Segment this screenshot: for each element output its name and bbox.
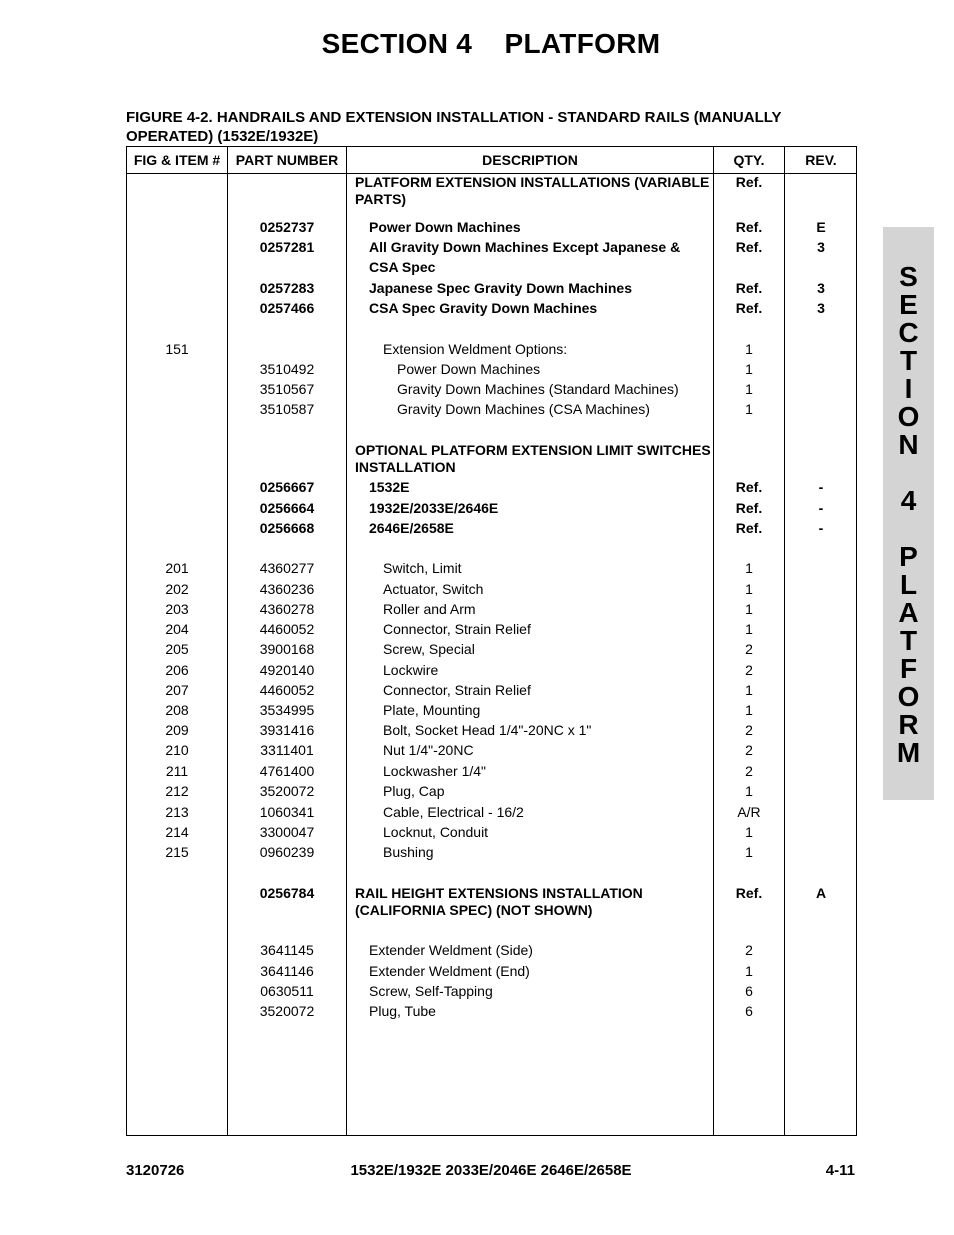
part-number-cell: 3311401 [260, 742, 314, 758]
rev-cell: E [816, 219, 826, 235]
description-cell: Gravity Down Machines (Standard Machines) [397, 381, 679, 397]
part-number-cell: 3510587 [259, 401, 315, 417]
description-cell: Actuator, Switch [383, 581, 484, 597]
qty-cell: 1 [745, 341, 753, 357]
qty-cell: 1 [745, 682, 753, 698]
qty-cell: 1 [745, 621, 753, 637]
fig-item-cell: 209 [165, 722, 189, 738]
description-cell: OPTIONAL PLATFORM EXTENSION LIMIT SWITCHES INSTALLATION [355, 442, 711, 475]
part-number-cell: 4920140 [259, 662, 315, 678]
rev-cell: 3 [817, 280, 825, 296]
description-cell: Extender Weldment (Side) [369, 942, 533, 958]
qty-cell: 1 [745, 844, 753, 860]
qty-cell: 1 [745, 381, 753, 397]
description-cell: Roller and Arm [383, 601, 476, 617]
part-number-cell: 0257283 [259, 280, 315, 296]
side-tab-letter: N [898, 429, 919, 460]
qty-cell: Ref. [735, 500, 763, 516]
part-number-cell: 4460052 [259, 621, 315, 637]
fig-item-cell: 204 [165, 621, 189, 637]
qty-cell: 2 [745, 763, 753, 779]
column-header-rev: REV. [805, 152, 837, 168]
qty-cell: A/R [737, 804, 761, 820]
fig-item-cell: 205 [165, 641, 189, 657]
qty-cell: Ref. [735, 520, 763, 536]
qty-cell: 1 [745, 361, 753, 377]
part-number-cell: 0256668 [259, 520, 315, 536]
fig-item-cell: 215 [165, 844, 189, 860]
rev-cell: A [815, 885, 827, 901]
qty-cell: 2 [745, 662, 753, 678]
description-cell: CSA Spec [369, 259, 436, 275]
side-tab-letter: I [904, 373, 913, 404]
description-cell: Extension Weldment Options: [383, 341, 568, 357]
qty-cell: 2 [745, 641, 753, 657]
side-tab-letter: E [899, 289, 918, 320]
side-tab-letter: T [899, 625, 918, 656]
description-cell: Power Down Machines [397, 361, 541, 377]
side-tab-letter: L [899, 569, 918, 600]
description-cell: Gravity Down Machines (CSA Machines) [397, 401, 650, 417]
side-tab-letter: M [896, 737, 921, 768]
side-tab-letter: 4 [900, 485, 917, 516]
qty-cell: Ref. [735, 174, 763, 190]
description-cell: 2646E/2658E [369, 520, 454, 536]
column-header-description: DESCRIPTION [482, 152, 578, 168]
qty-cell: 1 [745, 963, 753, 979]
part-number-cell: 3641146 [260, 963, 314, 979]
fig-item-cell: 212 [165, 783, 189, 799]
qty-cell: 2 [745, 742, 753, 758]
qty-cell: 1 [745, 401, 753, 417]
part-number-cell: 3641145 [260, 942, 314, 958]
part-number-cell: 3534995 [259, 702, 315, 718]
side-tab-letter: S [899, 261, 918, 292]
part-number-cell: 4360236 [259, 581, 315, 597]
fig-item-cell: 202 [165, 581, 189, 597]
description-cell: Screw, Self-Tapping [369, 983, 493, 999]
qty-cell: Ref. [735, 280, 763, 296]
qty-cell: 1 [745, 581, 753, 597]
section-title: SECTION 4 PLATFORM [321, 28, 661, 59]
part-number-cell: 1060341 [259, 804, 315, 820]
part-number-cell: 3510492 [259, 361, 315, 377]
description-cell: Power Down Machines [369, 219, 521, 235]
description-cell: Screw, Special [383, 641, 475, 657]
rev-cell: 3 [817, 239, 825, 255]
part-number-cell: 3900168 [259, 641, 315, 657]
side-tab-letter: O [897, 401, 920, 432]
part-number-cell: 3520072 [259, 1003, 315, 1019]
description-cell: Nut 1/4"-20NC [383, 742, 474, 758]
qty-cell: 6 [745, 983, 753, 999]
qty-cell: Ref. [735, 219, 763, 235]
description-cell: Extender Weldment (End) [369, 963, 530, 979]
section-side-tab [883, 227, 934, 800]
part-number-cell: 0960239 [259, 844, 315, 860]
description-cell: CSA Spec Gravity Down Machines [369, 300, 598, 316]
side-tab-letter: O [897, 681, 920, 712]
qty-cell: 1 [745, 560, 753, 576]
part-number-cell: 4460052 [259, 682, 315, 698]
qty-cell: Ref. [735, 239, 763, 255]
rev-cell: 3 [817, 300, 825, 316]
column-divider [346, 147, 347, 1135]
part-number-cell: 0252737 [259, 219, 315, 235]
part-number-cell: 3510567 [259, 381, 315, 397]
side-tab-letter: C [898, 317, 919, 348]
side-tab-letter: T [899, 345, 918, 376]
part-number-cell: 4360278 [259, 601, 315, 617]
description-cell: Plug, Tube [369, 1003, 436, 1019]
part-number-cell: 0256784 [259, 885, 315, 901]
part-number-cell: 0630511 [260, 983, 314, 999]
rev-cell: - [818, 500, 824, 516]
rev-cell: - [818, 520, 824, 536]
description-cell: Lockwire [383, 662, 439, 678]
description-cell: All Gravity Down Machines Except Japanese & [369, 239, 681, 255]
description-cell: Cable, Electrical - 16/2 [383, 804, 524, 820]
description-cell: Connector, Strain Relief [383, 682, 531, 698]
parts-table [126, 146, 857, 1136]
fig-item-cell: 206 [165, 662, 189, 678]
qty-cell: Ref. [735, 479, 763, 495]
fig-item-cell: 201 [165, 560, 189, 576]
fig-item-cell: 208 [165, 702, 189, 718]
description-cell: Bolt, Socket Head 1/4"-20NC x 1" [383, 722, 592, 738]
footer-doc-number: 3120726 [126, 1162, 185, 1179]
qty-cell: 1 [745, 824, 753, 840]
side-tab-letter: F [899, 653, 918, 684]
description-cell: Connector, Strain Relief [383, 621, 531, 637]
fig-item-cell: 210 [165, 742, 189, 758]
part-number-cell: 4360277 [259, 560, 315, 576]
description-cell: Japanese Spec Gravity Down Machines [369, 280, 632, 296]
side-tab-letter: P [899, 541, 918, 572]
part-number-cell: 3300047 [259, 824, 315, 840]
part-number-cell: 0257466 [259, 300, 315, 316]
fig-item-cell: 207 [165, 682, 189, 698]
rev-cell: - [818, 479, 824, 495]
part-number-cell: 0257281 [259, 239, 315, 255]
qty-cell: 1 [745, 702, 753, 718]
side-tab-letter: A [898, 597, 919, 628]
description-cell: Plate, Mounting [383, 702, 481, 718]
fig-item-cell: 151 [165, 341, 189, 357]
part-number-cell: 4761400 [259, 763, 315, 779]
fig-item-cell: 214 [165, 824, 189, 840]
part-number-cell: 3931416 [259, 722, 315, 738]
footer-page-number: 4-11 [825, 1162, 855, 1179]
qty-cell: 6 [745, 1003, 753, 1019]
qty-cell: 1 [745, 783, 753, 799]
description-cell: Lockwasher 1/4" [383, 763, 487, 779]
fig-item-cell: 211 [165, 763, 189, 779]
column-header-fig-item: FIG & ITEM # [133, 152, 221, 168]
qty-cell: 2 [745, 722, 753, 738]
qty-cell: 1 [745, 601, 753, 617]
description-cell: Locknut, Conduit [383, 824, 489, 840]
description-cell: Bushing [383, 844, 434, 860]
description-cell: Plug, Cap [383, 783, 445, 799]
column-header-qty: QTY. [733, 152, 765, 168]
qty-cell: Ref. [735, 885, 763, 901]
part-number-cell: 0256667 [259, 479, 315, 495]
column-header-part-number: PART NUMBER [235, 152, 339, 168]
description-cell: Switch, Limit [383, 560, 462, 576]
qty-cell: 2 [745, 942, 753, 958]
fig-item-cell: 203 [165, 601, 189, 617]
side-tab-letter: R [898, 709, 919, 740]
footer-models: 1532E/1932E 2033E/2046E 2646E/2658E [350, 1162, 632, 1179]
description-cell: PLATFORM EXTENSION INSTALLATIONS (VARIABLE PARTS) [355, 174, 710, 207]
part-number-cell: 3520072 [259, 783, 315, 799]
qty-cell: Ref. [735, 300, 763, 316]
part-number-cell: 0256664 [259, 500, 315, 516]
fig-item-cell: 213 [165, 804, 189, 820]
description-cell: RAIL HEIGHT EXTENSIONS INSTALLATION (CALIFORNIA SPEC) (NOT SHOWN) [355, 885, 643, 918]
description-cell: 1932E/2033E/2646E [369, 500, 499, 516]
description-cell: 1532E [369, 479, 410, 495]
figure-caption: FIGURE 4-2. HANDRAILS AND EXTENSION INSTALLATION - STANDARD RAILS (MANUALLY OPERATED) (1532E/1932E) [126, 109, 782, 145]
